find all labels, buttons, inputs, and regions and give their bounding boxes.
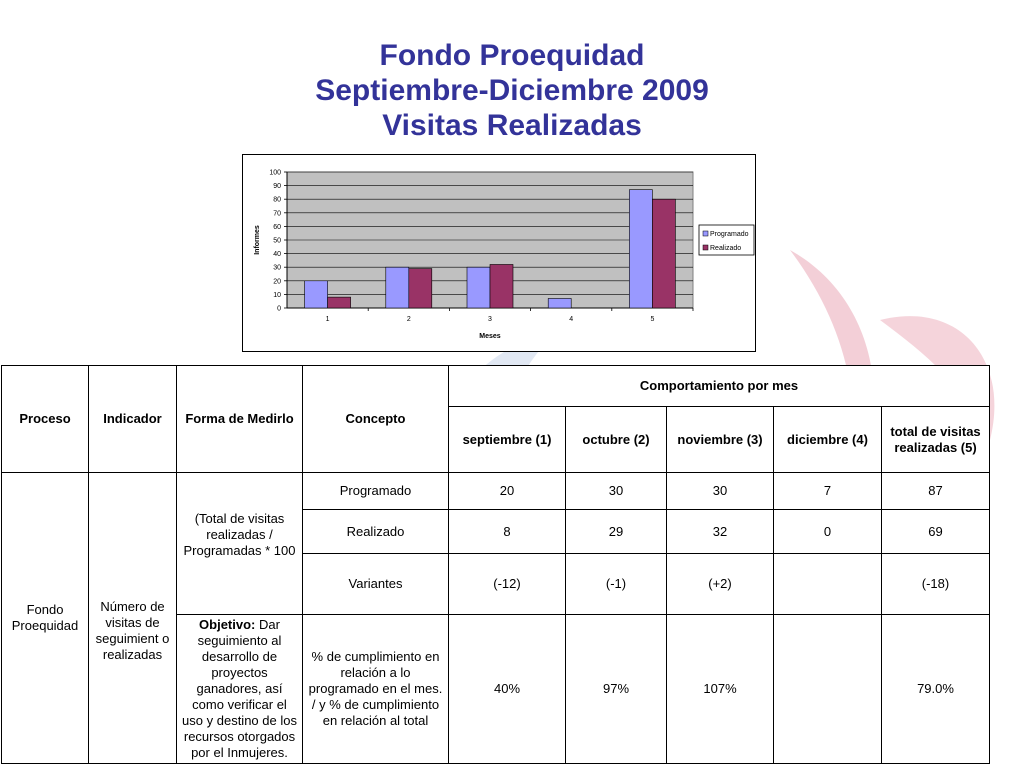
y-tick-label: 60 <box>273 223 281 231</box>
variantes-oct: (-1) <box>566 554 667 615</box>
y-tick-label: 40 <box>273 251 281 259</box>
programado-sep: 20 <box>449 473 566 510</box>
cell-objetivo <box>177 615 303 764</box>
header-proceso: Proceso <box>2 366 89 473</box>
x-axis-title: Meses <box>479 333 501 340</box>
bar-programado <box>386 267 409 308</box>
bar-chart <box>242 154 756 352</box>
realizado-dic: 0 <box>774 510 882 554</box>
bar-realizado <box>409 269 432 308</box>
title-line-2: Septiembre-Diciembre 2009 <box>315 74 709 107</box>
legend-swatch-programado <box>703 231 708 236</box>
header-comportamiento: Comportamiento por mes <box>449 366 990 407</box>
y-tick-label: 30 <box>273 264 281 272</box>
objetivo-text: Dar seguimiento al desarrollo de proyectos ganadores, así como verificar el uso y destino de los recursos otorgados por el Inmujeres. <box>182 617 297 760</box>
variantes-dic <box>774 554 882 615</box>
visits-table <box>1 365 990 764</box>
cumplimiento-nov: 107% <box>667 615 774 764</box>
cumplimiento-dic <box>774 615 882 764</box>
y-tick-label: 100 <box>269 169 281 177</box>
cumplimiento-total: 79.0% <box>882 615 990 764</box>
x-tick-label: 4 <box>569 316 574 323</box>
bar-programado <box>305 281 328 308</box>
cumplimiento-oct: 97% <box>566 615 667 764</box>
concepto-realizado: Realizado <box>303 510 449 554</box>
bar-chart-svg <box>243 155 757 353</box>
variantes-total: (-18) <box>882 554 990 615</box>
header-forma: Forma de Medirlo <box>177 366 303 473</box>
y-tick-label: 20 <box>273 278 281 286</box>
x-tick-label: 3 <box>488 316 492 323</box>
concepto-programado: Programado <box>303 473 449 510</box>
programado-nov: 30 <box>667 473 774 510</box>
bar-realizado <box>328 297 351 308</box>
variantes-sep: (-12) <box>449 554 566 615</box>
legend-label-programado: Programado <box>710 231 749 238</box>
x-tick-label: 2 <box>406 316 411 323</box>
header-month-3: noviembre (3) <box>667 407 774 473</box>
programado-total: 87 <box>882 473 990 510</box>
header-month-2: octubre (2) <box>566 407 667 473</box>
header-total: total de visitas realizadas (5) <box>882 407 990 473</box>
y-tick-label: 0 <box>277 305 281 313</box>
cell-proceso: Fondo Proequidad <box>2 473 89 764</box>
bar-realizado <box>490 264 513 308</box>
realizado-oct: 29 <box>566 510 667 554</box>
y-axis-title: Informes <box>254 225 261 255</box>
y-tick-label: 90 <box>273 183 281 191</box>
y-tick-label: 70 <box>273 210 281 218</box>
bar-programado <box>467 267 490 308</box>
objetivo-label: Objetivo: <box>199 617 256 632</box>
header-concepto: Concepto <box>303 366 449 473</box>
page-title <box>0 38 1024 143</box>
legend-label-realizado: Realizado <box>710 245 742 252</box>
realizado-total: 69 <box>882 510 990 554</box>
programado-oct: 30 <box>566 473 667 510</box>
programado-dic: 7 <box>774 473 882 510</box>
variantes-nov: (+2) <box>667 554 774 615</box>
legend-swatch-realizado <box>703 245 708 250</box>
title-line-3: Visitas Realizadas <box>382 109 642 142</box>
realizado-sep: 8 <box>449 510 566 554</box>
concepto-cumplimiento: % de cumplimiento en relación a lo programado en el mes. / y % de cumplimiento en relación al total <box>303 615 449 764</box>
realizado-nov: 32 <box>667 510 774 554</box>
y-tick-label: 50 <box>273 237 281 245</box>
y-tick-label: 10 <box>273 291 281 299</box>
bar-programado <box>629 190 652 308</box>
x-tick-label: 5 <box>650 316 655 323</box>
header-month-1: septiembre (1) <box>449 407 566 473</box>
cumplimiento-sep: 40% <box>449 615 566 764</box>
y-tick-label: 80 <box>273 196 281 204</box>
cell-forma: (Total de visitas realizadas / Programadas * 100 <box>177 473 303 615</box>
bar-realizado <box>652 199 675 308</box>
cell-indicador: Número de visitas de seguimient o realizadas <box>89 473 177 764</box>
concepto-variantes: Variantes <box>303 554 449 615</box>
header-indicador: Indicador <box>89 366 177 473</box>
title-line-1: Fondo Proequidad <box>379 39 645 72</box>
bar-programado <box>548 298 571 308</box>
x-tick-label: 1 <box>325 316 330 323</box>
header-month-4: diciembre (4) <box>774 407 882 473</box>
